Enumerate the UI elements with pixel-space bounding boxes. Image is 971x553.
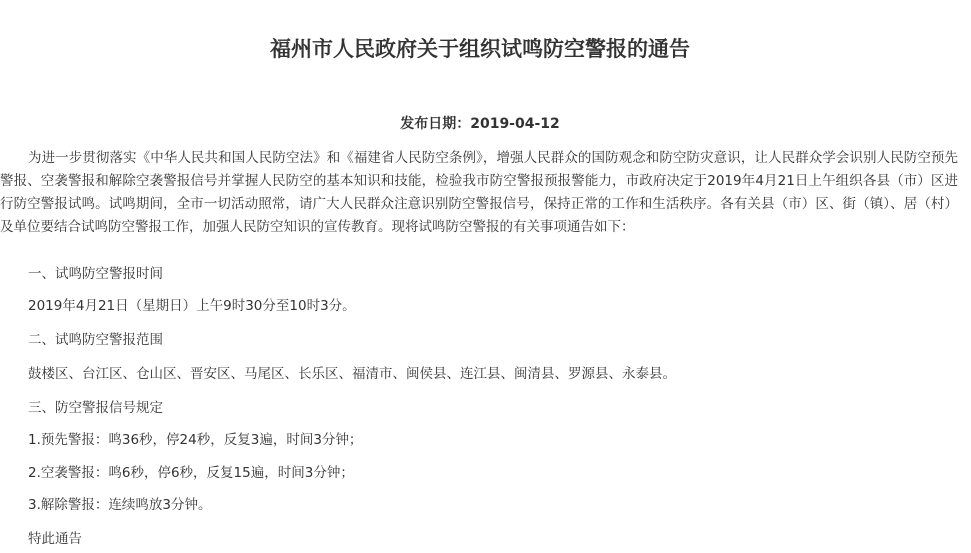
signal-item-air-raid: 2.空袭警报：鸣6秒，停6秒，反复15遍，时间3分钟； bbox=[28, 465, 354, 481]
page-title: 福州市人民政府关于组织试鸣防空警报的通告 bbox=[270, 37, 690, 61]
section-heading-signals: 三、防空警报信号规定 bbox=[28, 400, 163, 416]
closing-text: 特此通告 bbox=[28, 531, 82, 547]
publish-date: 发布日期：2019-04-12 bbox=[400, 116, 560, 132]
section-text-time: 2019年4月21日（星期日）上午9时30分至10时3分。 bbox=[28, 298, 356, 314]
section-text-scope: 鼓楼区、台江区、仓山区、晋安区、马尾区、长乐区、福清市、闽侯县、连江县、闽清县、罗源县、永泰县。 bbox=[28, 366, 676, 382]
signal-item-warning: 1.预先警报：鸣36秒，停24秒，反复3遍，时间3分钟； bbox=[28, 432, 363, 448]
section-heading-scope: 二、试鸣防空警报范围 bbox=[28, 332, 163, 348]
signal-item-all-clear: 3.解除警报：连续鸣放3分钟。 bbox=[28, 497, 212, 513]
section-heading-time: 一、试鸣防空警报时间 bbox=[28, 266, 163, 282]
intro-paragraph: 为进一步贯彻落实《中华人民共和国人民防空法》和《福建省人民防空条例》，增强人民群众的国防观念和防空防灾意识，让人民群众学会识别人民防空预先警报、空袭警报和解除空袭警报信号并掌握人民防空的基本知识和技能，检验我市防空警报预报警能力，市政府决定于2019年4月21日上午组织各县（市）区进行防空警报试鸣。试鸣期间，全市一切活动照常，请广大人民群众注意识别防空警报信号，保持正常的工作和生活秩序。各有关县（市）区、街（镇）、居（村）及单位要结合试鸣防空警报工作，加强人民防空知识的宣传教育。现将试鸣防空警报的有关事项通告如下： bbox=[0, 150, 958, 235]
notice-body bbox=[0, 147, 958, 239]
